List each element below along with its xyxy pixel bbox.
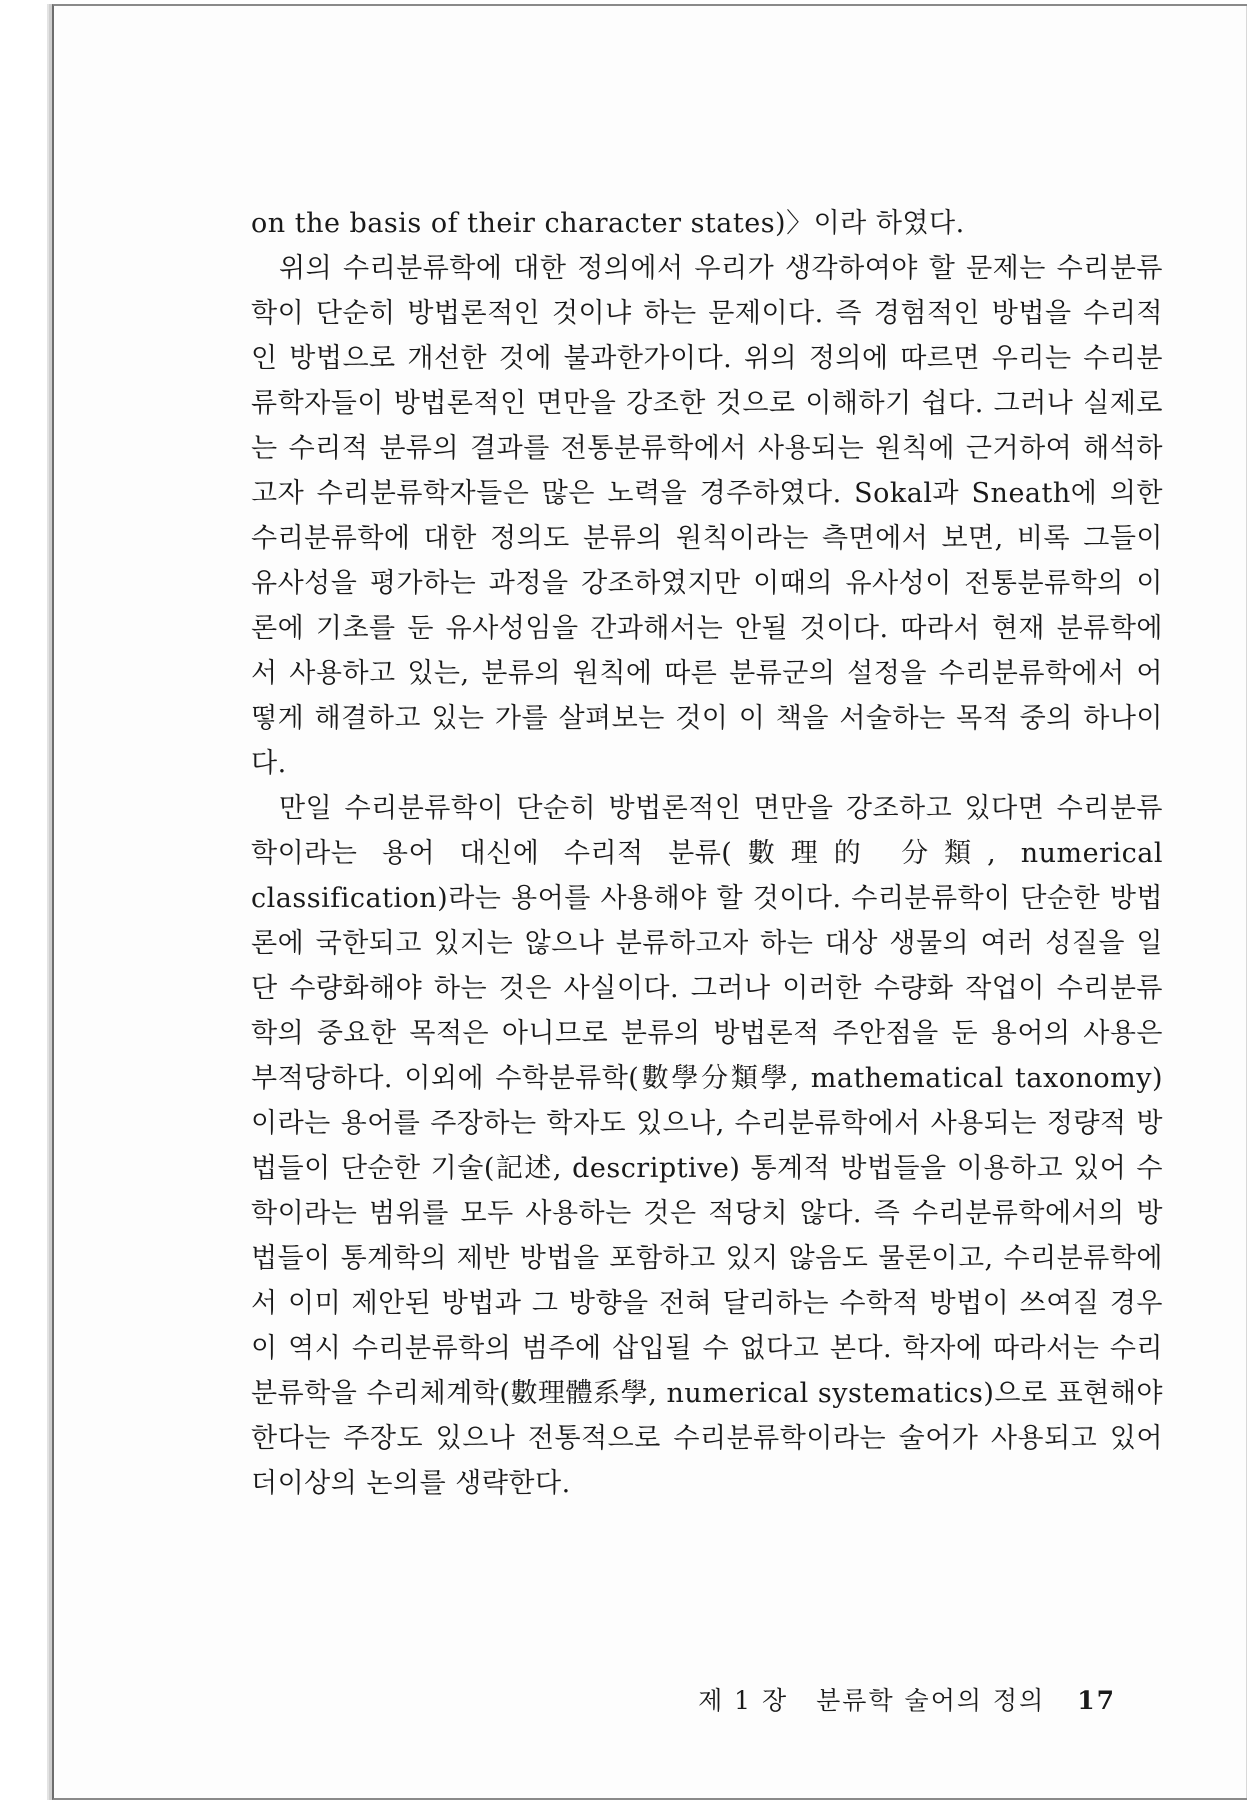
page-number: 17 [1077,1686,1116,1715]
footer-title: 분류학 술어의 정의 [816,1686,1046,1715]
page-surface [54,6,1247,1798]
book-page [52,4,1247,1800]
running-footer [698,1681,1116,1717]
footer-chapter: 제 1 장 [698,1686,789,1715]
paragraph-continued: on the basis of their character states)〉이라 하였다. [251,208,965,239]
paragraph-2: 위의 수리분류학에 대한 정의에서 우리가 생각하여야 할 문제는 수리분류학이 단순히 방법론적인 것이냐 하는 문제이다. 즉 경험적인 방법을 수리적인 방법으로 개선한 것에 불과한가이다. 위의 정의에 따르면 우리는 수리분류학자들이 방법론적인 면만을 강조한 것으로 이해하기 쉽다. 그러나 실제로는 수리적 분류의 결과를 전통분류학에서 사용되는 원칙에 근거하여 해석하고자 수리분류학자들은 많은 노력을 경주하였다. Sokal과 Sneath에 의한 수리분류학에 대한 정의도 분류의 원칙이라는 측면에서 보면, 비록 그들이 유사성을 평가하는 과정을 강조하였지만 이때의 유사성이 전통분류학의 이론에 기초를 둔 유사성임을 간과해서는 안될 것이다. 따라서 현재 분류학에서 사용하고 있는, 분류의 원칙에 따른 분류군의 설정을 수리분류학에서 어떻게 해결하고 있는 가를 살펴보는 것이 이 책을 서술하는 목적 중의 하나이다. [251,253,1163,779]
paragraph-3: 만일 수리분류학이 단순히 방법론적인 면만을 강조하고 있다면 수리분류학이라는 용어 대신에 수리적 분류(數理的 分類, numerical classification)라는 용어를 사용해야 할 것이다. 수리분류학이 단순한 방법론에 국한되고 있지는 않으나 분류하고자 하는 대상 생물의 여러 성질을 일단 수량화해야 하는 것은 사실이다. 그러나 이러한 수량화 작업이 수리분류학의 중요한 목적은 아니므로 분류의 방법론적 주안점을 둔 용어의 사용은 부적당하다. 이외에 수학분류학(數學分類學, mathematical taxonomy)이라는 용어를 주장하는 학자도 있으나, 수리분류학에서 사용되는 정량적 방법들이 단순한 기술(記述, descriptive) 통계적 방법들을 이용하고 있어 수학이라는 범위를 모두 사용하는 것은 적당치 않다. 즉 수리분류학에서의 방법들이 통계학의 제반 방법을 포함하고 있지 않음도 물론이고, 수리분류학에서 이미 제안된 방법과 그 방향을 전혀 달리하는 수학적 방법이 쓰여질 경우 이 역시 수리분류학의 범주에 삽입될 수 없다고 본다. 학자에 따라서는 수리분류학을 수리체계학(數理體系學, numerical systematics)으로 표현해야 한다는 주장도 있으나 전통적으로 수리분류학이라는 술어가 사용되고 있어 더이상의 논의를 생략한다. [251,793,1163,1499]
body-text [251,201,1163,1506]
